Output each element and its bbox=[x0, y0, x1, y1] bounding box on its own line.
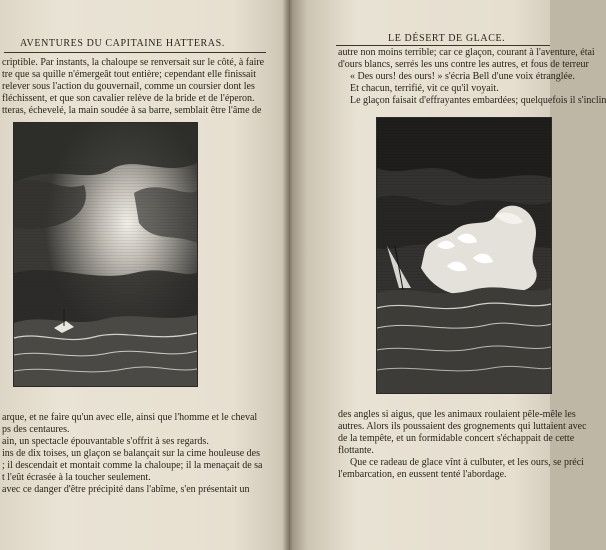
text-line: ins de dix toises, un glaçon se balançait sur la cime houleuse des bbox=[2, 448, 260, 459]
ice-floe-bears-engraving bbox=[376, 117, 552, 394]
right-top-paragraph bbox=[338, 47, 606, 107]
text-line: relever sous l'action du gouvernail, comme un coursier dont les bbox=[2, 81, 255, 92]
right-page bbox=[292, 0, 606, 550]
text-line: t l'eût écrasée à la toucher seulement. bbox=[2, 472, 151, 483]
text-line: Que ce radeau de glace vînt à culbuter, et les ours, se préci bbox=[350, 457, 584, 468]
left-bottom-paragraph bbox=[2, 412, 263, 496]
text-line: des angles si aigus, que les animaux roulaient pêle-mêle les bbox=[338, 409, 576, 420]
right-running-head: LE DÉSERT DE GLACE. bbox=[388, 33, 506, 44]
right-header-rule bbox=[336, 45, 550, 46]
left-running-head: AVENTURES DU CAPITAINE HATTERAS. bbox=[20, 38, 225, 49]
left-header-rule bbox=[4, 52, 266, 53]
text-line: fléchissent, et que son cavalier relève de la bride et de l'éperon. bbox=[2, 93, 255, 104]
storm-boat-engraving bbox=[13, 122, 198, 387]
right-bottom-paragraph bbox=[338, 409, 587, 481]
text-line: de la tempête, et un formidable concert s'échappait de cette bbox=[338, 433, 575, 444]
text-line: autre non moins terrible; car ce glaçon, courant à l'aventure, étai bbox=[338, 47, 595, 58]
text-line: ; il descendait et montait comme la chaloupe; il la menaçait de sa bbox=[2, 460, 263, 471]
text-line: « Des ours! des ours! » s'écria Bell d'une voix étranglée. bbox=[350, 71, 575, 82]
text-line: d'ours blancs, serrés les uns contre les autres, et fous de terreur bbox=[338, 59, 589, 70]
text-line: autres. Alors ils poussaient des grognements qui luttaient avec bbox=[338, 421, 587, 432]
left-top-paragraph bbox=[2, 57, 272, 117]
text-line: Le glaçon faisait d'effrayantes embardées; quelquefois il s'inclin bbox=[350, 95, 606, 106]
text-line: avec ce danger d'être précipité dans l'abîme, s'en présentait un bbox=[2, 484, 250, 495]
text-line: flottante. bbox=[338, 445, 374, 456]
text-line: tteras, échevelé, la main soudée à sa barre, semblait être l'âme de bbox=[2, 105, 262, 116]
text-line: tre que sa quille n'émergeât tout entière; cependant elle finissait bbox=[2, 69, 257, 80]
text-line: criptible. Par instants, la chaloupe se renversait sur le côté, à faire bbox=[2, 57, 265, 68]
text-line: ain, un spectacle épouvantable s'offrit à ses regards. bbox=[2, 436, 209, 447]
text-line: l'embarcation, en eussent tenté l'abordage. bbox=[338, 469, 507, 480]
text-line: Et chacun, terrifié, vit ce qu'il voyait. bbox=[350, 83, 499, 94]
text-line: ps des centaures. bbox=[2, 424, 70, 435]
left-page bbox=[0, 0, 290, 550]
text-line: arque, et ne faire qu'un avec elle, ainsi que l'homme et le cheval bbox=[2, 412, 258, 423]
